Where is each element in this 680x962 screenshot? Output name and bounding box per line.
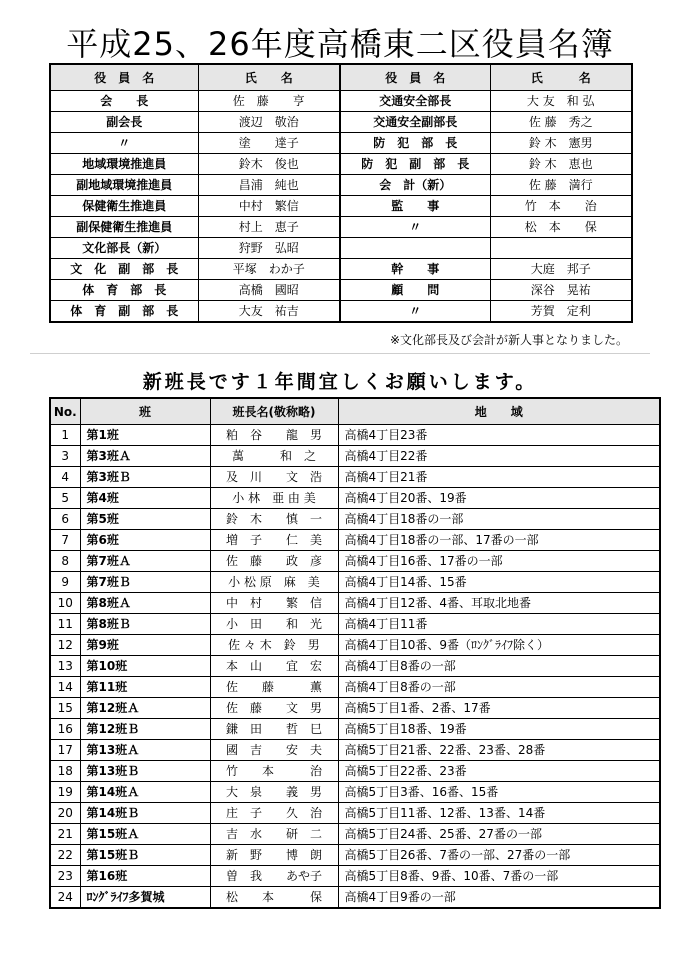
- leader-name: 小 林 亜 由 美: [210, 488, 338, 509]
- officers-header-row: [50, 64, 632, 91]
- leader-name: 本 山 宜 宏: [210, 656, 338, 677]
- leader-name: 庄 子 久 治: [210, 803, 338, 824]
- officers-header-name-2: 氏 名: [490, 64, 632, 91]
- leader-area: 高橋4丁目18番の一部、17番の一部: [338, 530, 660, 551]
- officer-role: 副会長: [50, 112, 198, 133]
- leader-area: 高橋5丁目11番、12番、13番、14番: [338, 803, 660, 824]
- leader-name: 松 本 保: [210, 887, 338, 909]
- officer-name: 深谷 晃祐: [490, 280, 632, 301]
- leaders-body: [50, 425, 660, 909]
- leaders-header-group: 班: [80, 398, 210, 425]
- leader-no: 22: [50, 845, 80, 866]
- leader-group: 第3班Ａ: [80, 446, 210, 467]
- leaders-header-leader: 班長名(敬称略): [210, 398, 338, 425]
- officer-role: 体 育 副 部 長: [50, 301, 198, 323]
- leader-group: 第10班: [80, 656, 210, 677]
- officer-role: [340, 238, 490, 259]
- leader-area: 高橋4丁目18番の一部: [338, 509, 660, 530]
- leader-name: 粕 谷 龍 男: [210, 425, 338, 446]
- officer-role: 防 犯 部 長: [340, 133, 490, 154]
- officer-role: 体 育 部 長: [50, 280, 198, 301]
- table-row: [50, 446, 660, 467]
- leader-no: 5: [50, 488, 80, 509]
- leader-group: 第13班Ｂ: [80, 761, 210, 782]
- leader-name: 小 松 原 麻 美: [210, 572, 338, 593]
- table-row: [50, 551, 660, 572]
- officers-header-role-1: 役 員 名: [50, 64, 198, 91]
- leader-no: 4: [50, 467, 80, 488]
- table-row: [50, 593, 660, 614]
- officers-table: [49, 63, 633, 323]
- leader-name: 吉 水 研 二: [210, 824, 338, 845]
- officer-role: 交通安全副部長: [340, 112, 490, 133]
- leader-group: 第13班Ａ: [80, 740, 210, 761]
- leader-no: 10: [50, 593, 80, 614]
- leader-no: 7: [50, 530, 80, 551]
- table-row: [50, 887, 660, 909]
- officer-role: 監 事: [340, 196, 490, 217]
- table-row: [50, 530, 660, 551]
- leader-group: 第15班Ｂ: [80, 845, 210, 866]
- leader-area: 高橋4丁目12番、4番、耳取北地番: [338, 593, 660, 614]
- leader-area: 高橋5丁目1番、2番、17番: [338, 698, 660, 719]
- leader-group: 第6班: [80, 530, 210, 551]
- leader-no: 12: [50, 635, 80, 656]
- table-row: [50, 635, 660, 656]
- officer-role: 顧 問: [340, 280, 490, 301]
- table-row: [50, 425, 660, 446]
- officer-role: 副地域環境推進員: [50, 175, 198, 196]
- leader-name: 鎌 田 哲 巳: [210, 719, 338, 740]
- leader-no: 20: [50, 803, 80, 824]
- table-row: [50, 761, 660, 782]
- table-row: [50, 824, 660, 845]
- leader-area: 高橋5丁目22番、23番: [338, 761, 660, 782]
- officer-name: 狩野 弘昭: [198, 238, 340, 259]
- leader-group: 第14班Ａ: [80, 782, 210, 803]
- officer-role: 幹 事: [340, 259, 490, 280]
- leaders-header-row: [50, 398, 660, 425]
- officer-name: 村上 恵子: [198, 217, 340, 238]
- leader-no: 16: [50, 719, 80, 740]
- officer-name: 鈴 木 恵也: [490, 154, 632, 175]
- table-row: [50, 698, 660, 719]
- leader-area: 高橋5丁目21番、22番、23番、28番: [338, 740, 660, 761]
- leader-name: 佐 藤 文 男: [210, 698, 338, 719]
- leader-area: 高橋4丁目23番: [338, 425, 660, 446]
- officer-name: 平塚 わか子: [198, 259, 340, 280]
- leader-area: 高橋4丁目16番、17番の一部: [338, 551, 660, 572]
- table-row: [50, 782, 660, 803]
- leader-area: 高橋5丁目3番、16番、15番: [338, 782, 660, 803]
- officer-role: 〃: [50, 133, 198, 154]
- leader-area: 高橋4丁目10番、9番（ﾛﾝｸﾞﾗｲﾌ除く）: [338, 635, 660, 656]
- officer-name: 芳賀 定利: [490, 301, 632, 323]
- leader-no: 23: [50, 866, 80, 887]
- table-row: [50, 866, 660, 887]
- officers-row: [50, 238, 632, 259]
- officers-row: [50, 112, 632, 133]
- leader-area: 高橋5丁目26番、7番の一部、27番の一部: [338, 845, 660, 866]
- leader-group: 第12班Ａ: [80, 698, 210, 719]
- leader-no: 6: [50, 509, 80, 530]
- leader-group: 第5班: [80, 509, 210, 530]
- leader-name: 及 川 文 浩: [210, 467, 338, 488]
- officer-name: 塗 達子: [198, 133, 340, 154]
- table-row: [50, 803, 660, 824]
- leader-no: 19: [50, 782, 80, 803]
- officers-body: [50, 91, 632, 323]
- officer-name: 中村 繁信: [198, 196, 340, 217]
- officers-row: [50, 154, 632, 175]
- table-row: [50, 467, 660, 488]
- leader-name: 新 野 博 朗: [210, 845, 338, 866]
- leader-no: 9: [50, 572, 80, 593]
- leader-area: 高橋4丁目8番の一部: [338, 677, 660, 698]
- table-row: [50, 572, 660, 593]
- officers-header-role-2: 役 員 名: [340, 64, 490, 91]
- officer-role: 地域環境推進員: [50, 154, 198, 175]
- officer-name: 大友 祐吉: [198, 301, 340, 323]
- officer-role: 交通安全部長: [340, 91, 490, 112]
- leader-no: 15: [50, 698, 80, 719]
- table-row: [50, 677, 660, 698]
- leader-no: 3: [50, 446, 80, 467]
- page-title: 平成25、26年度高橋東二区役員名簿: [66, 25, 614, 63]
- table-row: [50, 509, 660, 530]
- table-row: [50, 719, 660, 740]
- leader-group: 第14班Ｂ: [80, 803, 210, 824]
- leader-area: 高橋4丁目20番、19番: [338, 488, 660, 509]
- leader-group: 第8班Ａ: [80, 593, 210, 614]
- officer-name: 昌浦 純也: [198, 175, 340, 196]
- officer-name: 鈴 木 憲男: [490, 133, 632, 154]
- leader-group: 第1班: [80, 425, 210, 446]
- officer-name: 大 友 和 弘: [490, 91, 632, 112]
- leader-area: 高橋5丁目18番、19番: [338, 719, 660, 740]
- leader-name: 曽 我 あや子: [210, 866, 338, 887]
- officer-role: 副保健衛生推進員: [50, 217, 198, 238]
- officer-role: 〃: [340, 217, 490, 238]
- officers-row: [50, 175, 632, 196]
- leader-area: 高橋4丁目11番: [338, 614, 660, 635]
- leader-name: 増 子 仁 美: [210, 530, 338, 551]
- leader-area: 高橋4丁目14番、15番: [338, 572, 660, 593]
- leader-no: 1: [50, 425, 80, 446]
- officer-name: 松 本 保: [490, 217, 632, 238]
- leader-name: 竹 本 治: [210, 761, 338, 782]
- leaders-table: [49, 397, 661, 909]
- officer-role: 会 計（新）: [340, 175, 490, 196]
- officer-name: 渡辺 敬治: [198, 112, 340, 133]
- section-subtitle: 新班長です１年間宜しくお願いします。: [142, 371, 538, 393]
- leader-area: 高橋4丁目8番の一部: [338, 656, 660, 677]
- leader-no: 8: [50, 551, 80, 572]
- leader-area: 高橋5丁目24番、25番、27番の一部: [338, 824, 660, 845]
- leader-group: 第12班Ｂ: [80, 719, 210, 740]
- table-row: [50, 614, 660, 635]
- officer-name: 大庭 邦子: [490, 259, 632, 280]
- officer-name: 佐 藤 満行: [490, 175, 632, 196]
- officer-name: 鈴木 俊也: [198, 154, 340, 175]
- table-row: [50, 488, 660, 509]
- officers-row: [50, 301, 632, 323]
- officers-row: [50, 280, 632, 301]
- leader-group: 第9班: [80, 635, 210, 656]
- leader-area: 高橋5丁目8番、9番、10番、7番の一部: [338, 866, 660, 887]
- leader-name: 萬 和 之: [210, 446, 338, 467]
- leader-no: 14: [50, 677, 80, 698]
- leader-name: 佐 々 木 鈴 男: [210, 635, 338, 656]
- officer-name: 佐 藤 秀之: [490, 112, 632, 133]
- leader-group: ﾛﾝｸﾞﾗｲﾌ多賀城: [80, 887, 210, 909]
- officers-row: [50, 133, 632, 154]
- leader-name: 中 村 繁 信: [210, 593, 338, 614]
- leader-no: 17: [50, 740, 80, 761]
- officer-role: 文 化 副 部 長: [50, 259, 198, 280]
- officer-name: [490, 238, 632, 259]
- officer-name: 竹 本 治: [490, 196, 632, 217]
- leader-no: 11: [50, 614, 80, 635]
- officers-row: [50, 217, 632, 238]
- officer-name: 佐 藤 亨: [198, 91, 340, 112]
- officer-role: 〃: [340, 301, 490, 323]
- section-divider: [30, 353, 650, 354]
- leader-group: 第4班: [80, 488, 210, 509]
- leader-area: 高橋4丁目21番: [338, 467, 660, 488]
- officer-name: 高橋 國昭: [198, 280, 340, 301]
- leader-name: 佐 藤 薫: [210, 677, 338, 698]
- leader-group: 第16班: [80, 866, 210, 887]
- leader-group: 第8班Ｂ: [80, 614, 210, 635]
- officers-row: [50, 259, 632, 280]
- leader-no: 21: [50, 824, 80, 845]
- leader-group: 第7班Ａ: [80, 551, 210, 572]
- table-row: [50, 740, 660, 761]
- officer-role: 保健衛生推進員: [50, 196, 198, 217]
- leader-area: 高橋4丁目22番: [338, 446, 660, 467]
- leader-group: 第7班Ｂ: [80, 572, 210, 593]
- leader-name: 國 吉 安 夫: [210, 740, 338, 761]
- leader-no: 24: [50, 887, 80, 909]
- officers-row: [50, 91, 632, 112]
- leader-name: 佐 藤 政 彦: [210, 551, 338, 572]
- officers-row: [50, 196, 632, 217]
- officers-header-name-1: 氏 名: [198, 64, 340, 91]
- leader-group: 第15班Ａ: [80, 824, 210, 845]
- officer-role: 防 犯 副 部 長: [340, 154, 490, 175]
- leader-area: 高橋4丁目9番の一部: [338, 887, 660, 909]
- footnote: ※文化部長及び会計が新人事となりました。: [389, 333, 628, 347]
- leader-group: 第3班Ｂ: [80, 467, 210, 488]
- table-row: [50, 845, 660, 866]
- leaders-header-area: 地 域: [338, 398, 660, 425]
- officer-role: 文化部長（新）: [50, 238, 198, 259]
- leader-name: 鈴 木 慎 一: [210, 509, 338, 530]
- leader-group: 第11班: [80, 677, 210, 698]
- leaders-header-no: No.: [50, 398, 80, 425]
- table-row: [50, 656, 660, 677]
- officer-role: 会 長: [50, 91, 198, 112]
- leader-name: 大 泉 義 男: [210, 782, 338, 803]
- leader-no: 18: [50, 761, 80, 782]
- leader-no: 13: [50, 656, 80, 677]
- leader-name: 小 田 和 光: [210, 614, 338, 635]
